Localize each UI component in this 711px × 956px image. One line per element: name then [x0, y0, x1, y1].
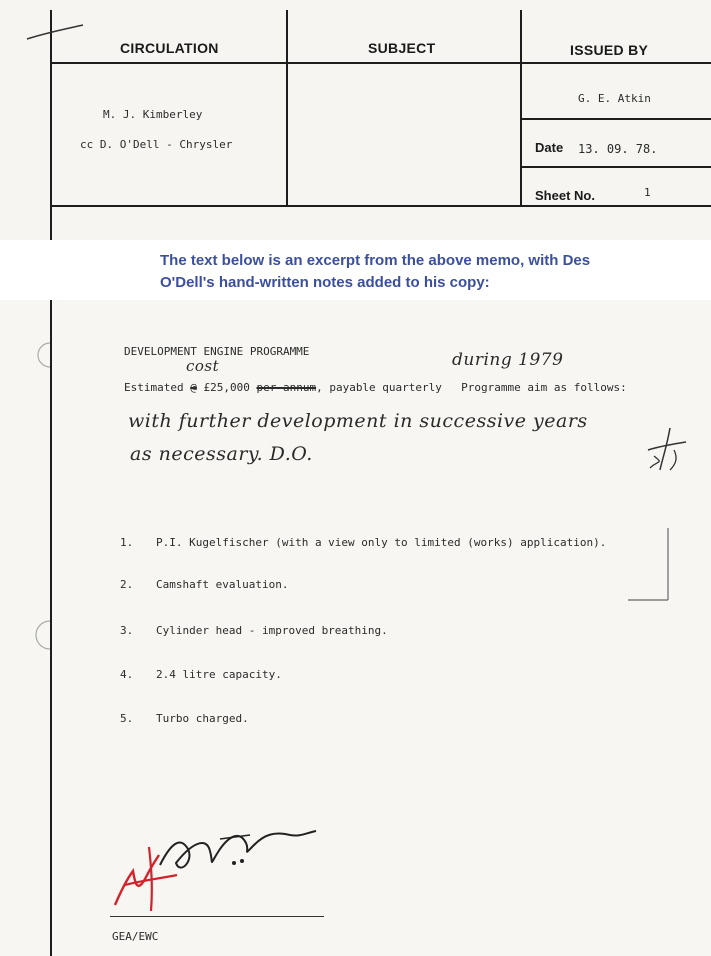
payable-text: , payable quarterly	[316, 381, 442, 394]
list-item: 4. 2.4 litre capacity.	[120, 668, 282, 681]
handwritten-during: during 1979	[452, 350, 564, 370]
date-label: Date	[535, 140, 564, 155]
punch-hole-top	[22, 340, 52, 370]
list-item: 1. P.I. Kugelfischer (with a view only to limited (works) application).	[120, 536, 607, 549]
signature-red-initials	[105, 835, 185, 915]
sheet-value: 1	[644, 186, 651, 199]
margin-bracket-mark	[620, 520, 680, 610]
grid-row-sheet	[520, 166, 711, 168]
estimated-line	[124, 381, 627, 394]
estimated-struck: @	[190, 381, 197, 394]
handwritten-cost: cost	[186, 357, 220, 375]
circulation-line-1: M. J. Kimberley	[103, 108, 203, 121]
handwritten-line-2: as necessary. D.O.	[130, 443, 313, 465]
signature-line	[110, 916, 324, 917]
reference-code: GEA/EWC	[112, 930, 159, 943]
date-value: 13. 09. 78.	[578, 142, 658, 156]
circulation-line-2: cc D. O'Dell - Chrysler	[80, 138, 233, 151]
list-item: 3. Cylinder head - improved breathing.	[120, 624, 388, 637]
grid-divider-1	[286, 10, 288, 205]
sheet-label: Sheet No.	[535, 188, 595, 203]
excerpt-note	[160, 250, 640, 294]
list-item: 5. Turbo charged.	[120, 712, 249, 725]
programme-text: Programme aim as follows:	[461, 381, 627, 394]
header-issued-by: ISSUED BY	[570, 42, 649, 58]
estimated-amount: £25,000	[203, 381, 250, 394]
excerpt-note-line-2: O'Dell's hand-written notes added to his copy:	[160, 274, 490, 291]
corner-tick-mark	[25, 15, 85, 45]
punch-hole-middle	[22, 618, 52, 652]
grid-row-top	[50, 62, 711, 64]
issued-by-name: G. E. Atkin	[578, 92, 651, 105]
handwritten-line-1: with further development in successive years	[128, 410, 588, 432]
excerpt-note-line-1: The text below is an excerpt from the above memo, with Des	[160, 252, 591, 269]
handwritten-initials-mark	[640, 420, 690, 475]
grid-divider-2	[520, 10, 522, 205]
header-subject: SUBJECT	[368, 40, 436, 56]
grid-row-bottom	[50, 205, 711, 207]
grid-row-date	[520, 118, 711, 120]
per-annum-struck: per annum	[256, 381, 317, 394]
header-circulation: CIRCULATION	[120, 40, 219, 56]
memo-title: DEVELOPMENT ENGINE PROGRAMME	[124, 345, 310, 358]
list-item: 2. Camshaft evaluation.	[120, 578, 289, 591]
estimated-label: Estimated	[124, 381, 184, 394]
